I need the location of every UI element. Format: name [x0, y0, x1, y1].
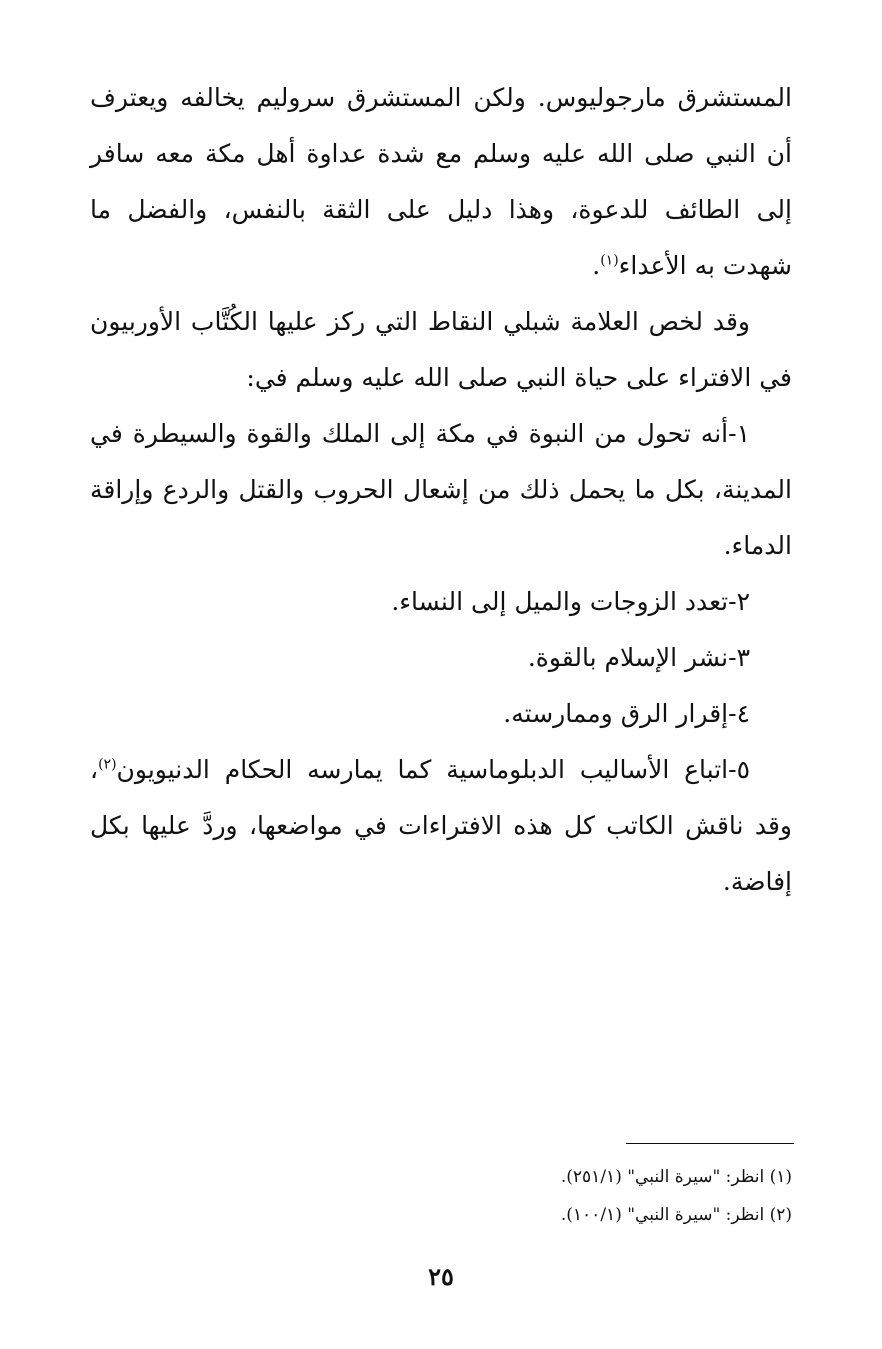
footnote-divider	[626, 1143, 794, 1144]
footnotes	[192, 1158, 792, 1234]
footnote-ref-2: (٢)	[98, 756, 117, 773]
list-item-2: ٢-تعدد الزوجات والميل إلى النساء.	[391, 587, 750, 616]
paragraph-1: المستشرق مارجوليوس. ولكن المستشرق سروليم يخالفه ويعترف أن النبي صلى الله عليه وسلم مع شدة عداوة أهل مكة معه سافر إلى الطائف للدعوة، وهذا دليل على الثقة بالنفس، والفضل ما شهدت به الأعداء$^{(١)}$.	[90, 83, 792, 280]
list-item-4: ٤-إقرار الرق وممارسته.	[503, 699, 750, 728]
footnote-1: (١) انظر: "سيرة النبي" (٢٥١/١).	[560, 1167, 792, 1187]
list-item-1: ١-أنه تحول من النبوة في مكة إلى الملك والقوة والسيطرة في المدينة، بكل ما يحمل ذلك من إشعال الحروب والقتل والردع وإراقة الدماء.	[90, 419, 792, 560]
list-item-3: ٣-نشر الإسلام بالقوة.	[527, 643, 750, 672]
footnote-ref-1: (١)	[600, 252, 619, 269]
list-item-5: ٥-اتباع الأساليب الدبلوماسية كما يمارسه الحكام الدنيويون$^{(٢)}$، وقد ناقش الكاتب كل هذه الافتراءات في مواضعها، وردَّ عليها بكل إفاضة.	[90, 755, 792, 896]
main-text	[90, 70, 792, 910]
paragraph-2: وقد لخص العلامة شبلي النقاط التي ركز عليها الكُتَّاب الأوربيون في الافتراء على حياة النبي صلى الله عليه وسلم في:	[90, 307, 792, 392]
page-number: ٢٥	[428, 1262, 454, 1291]
footnote-2: (٢) انظر: "سيرة النبي" (١٠٠/١).	[560, 1205, 792, 1225]
